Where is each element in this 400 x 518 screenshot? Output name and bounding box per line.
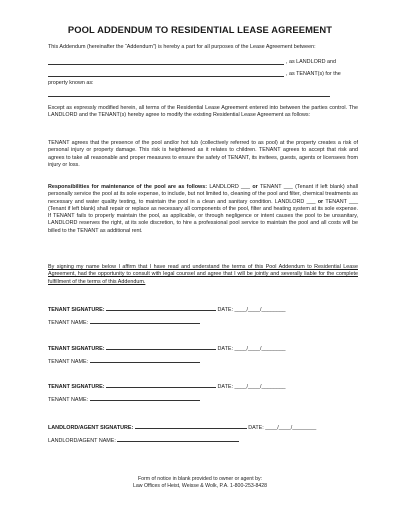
tenant-name-field[interactable]	[90, 357, 200, 363]
tenant-signature-label: TENANT SIGNATURE:	[48, 384, 105, 390]
tenant-signature-label: TENANT SIGNATURE:	[48, 346, 105, 352]
tenant-signature-field[interactable]	[106, 344, 216, 350]
tenant-signature-label: TENANT SIGNATURE:	[48, 307, 105, 313]
or-1: or	[252, 184, 258, 190]
date-field[interactable]: ____/____/________	[234, 384, 286, 390]
tenant-signature-row-1	[48, 305, 285, 314]
responsibilities-text-a: (Tenant if left blank) shall personally service the pool at its sole expense, to include, but not limited to, cleaning of the pool and filter, chemical treatments as necessary and water quality testing, to maintain the pool in a clean and sanitary condition.	[48, 184, 359, 205]
tenant-name-label: TENANT NAME:	[48, 397, 89, 403]
tenant-name-row-3	[48, 395, 200, 404]
footer-line-2: Law Offices of Heist, Weisse & Wolk, P.A. 1-800-253-8428	[133, 483, 267, 490]
date-label: DATE:	[217, 307, 233, 313]
tenant-name-field[interactable]	[90, 395, 200, 401]
responsibilities-text-b: (Tenant if left blank) shall repair or replace as necessary all components of the pool, filter and heating system at its sole expense. If TENANT fails to properly maintain the pool, as applicable, or through negligence or intent causes the pool to be unsanitary, LANDLORD reserves the right, at its sole discretion, to hire a professional pool service to maintain the pool and all costs will be billed to the TENANT as additional rent.	[48, 205, 358, 234]
intro-paragraph	[48, 44, 358, 51]
landlord-choice-1[interactable]: LANDLORD ___	[209, 184, 251, 190]
tenant-name-row-1	[48, 318, 200, 327]
tenant-name-field[interactable]	[90, 318, 200, 324]
responsibilities-paragraph: Responsibilities for maintenance of the pool are as follows: LANDLORD ___ or TENANT ___ (Tenant if left blank) shall personally service the pool at its sole expense, to include, but not limited to, cleaning of the pool and filter, chemical treatments as necessary and water quality testing, to maintain the pool in a clean and sanitary condition. LANDLORD ___ or TENANT ___ (Tenant if left blank) shall repair or replace as necessary all components of the pool, filter and heating system at its sole expense. If TENANT fails to properly maintain the pool, as applicable, or through negligence or intent causes the pool to be unsanitary, LANDLORD reserves the right, at its sole discretion, to hire a professional pool service to maintain the pool and all costs will be billed to the TENANT as additional rent.	[48, 184, 359, 234]
footer	[0, 476, 400, 490]
tenant-signature-field[interactable]	[106, 382, 216, 388]
property-address-line[interactable]	[48, 96, 330, 97]
footer-line-1: Form of notice in blank provided to owner or agent by:	[138, 476, 262, 482]
tenant-signature-row-2	[48, 344, 285, 353]
landlord-name-row	[48, 436, 239, 445]
or-2: or	[317, 198, 324, 205]
intro-line: This Addendum (hereinafter the “Addendum”) is hereby a part for all purposes of the Lease Agreement between:	[48, 44, 316, 50]
except-paragraph: Except as expressly modified herein, all terms of the Residential Lease Agreement entered into between the parties control. The LANDLORD and the TENANT(s) hereby agree to modify the existing Residential Lease Agreement as follows:	[48, 105, 358, 119]
date-label: DATE:	[248, 425, 264, 431]
landlord-signature-label: LANDLORD/AGENT SIGNATURE:	[48, 425, 134, 431]
tenant-choice-1[interactable]: TENANT ___	[260, 184, 293, 190]
landlord-signature-field[interactable]	[135, 423, 247, 429]
date-field[interactable]: ____/____/________	[265, 425, 317, 431]
landlord-suffix: , as LANDLORD and	[286, 59, 337, 65]
tenant-signature-field[interactable]	[106, 305, 216, 311]
tenant-choice-2[interactable]: TENANT ___	[325, 198, 359, 205]
document-title: POOL ADDENDUM TO RESIDENTIAL LEASE AGREEMENT	[67, 24, 333, 35]
date-field[interactable]: ____/____/________	[234, 346, 286, 352]
date-label: DATE:	[217, 384, 233, 390]
date-field[interactable]: ____/____/________	[234, 307, 286, 313]
landlord-signature-row	[48, 423, 316, 432]
tenant-name-label: TENANT NAME:	[48, 320, 89, 326]
tenant-suffix: , as TENANT(s) for the	[286, 71, 341, 77]
tenant-name-label: TENANT NAME:	[48, 359, 89, 365]
landlord-name-line[interactable]	[48, 64, 284, 65]
property-label: property known as:	[48, 80, 94, 86]
tenant-name-line[interactable]	[48, 76, 284, 77]
tenant-name-row-2	[48, 357, 200, 366]
landlord-name-field[interactable]	[117, 436, 239, 442]
tenant-signature-row-3	[48, 382, 285, 391]
landlord-choice-2[interactable]: LANDLORD ___	[274, 198, 316, 205]
acknowledgement-paragraph: By signing my name below I affirm that I have read and understand the terms of this Pool Addendum to Residential Lease Agreement, had the opportunity to consult with legal counsel and agree that I will be jointly and severally liable for the complete fulfillment of the terms of this Addendum.	[48, 264, 358, 285]
date-label: DATE:	[217, 346, 233, 352]
landlord-name-label: LANDLORD/AGENT NAME:	[48, 438, 116, 444]
responsibilities-heading: Responsibilities for maintenance of the pool are as follows	[48, 184, 206, 190]
tenant-agrees-paragraph: TENANT agrees that the presence of the pool and/or hot tub (collectively referred to as pool) at the property creates a risk of personal injury or property damage. This risk is heightened as it relates to children. TENANT agrees to accept that risk and agrees to take all reasonable and proper measures to ensure the safety of TENANT, its invitees, guests, agents or licensees from injury or loss.	[48, 140, 358, 168]
